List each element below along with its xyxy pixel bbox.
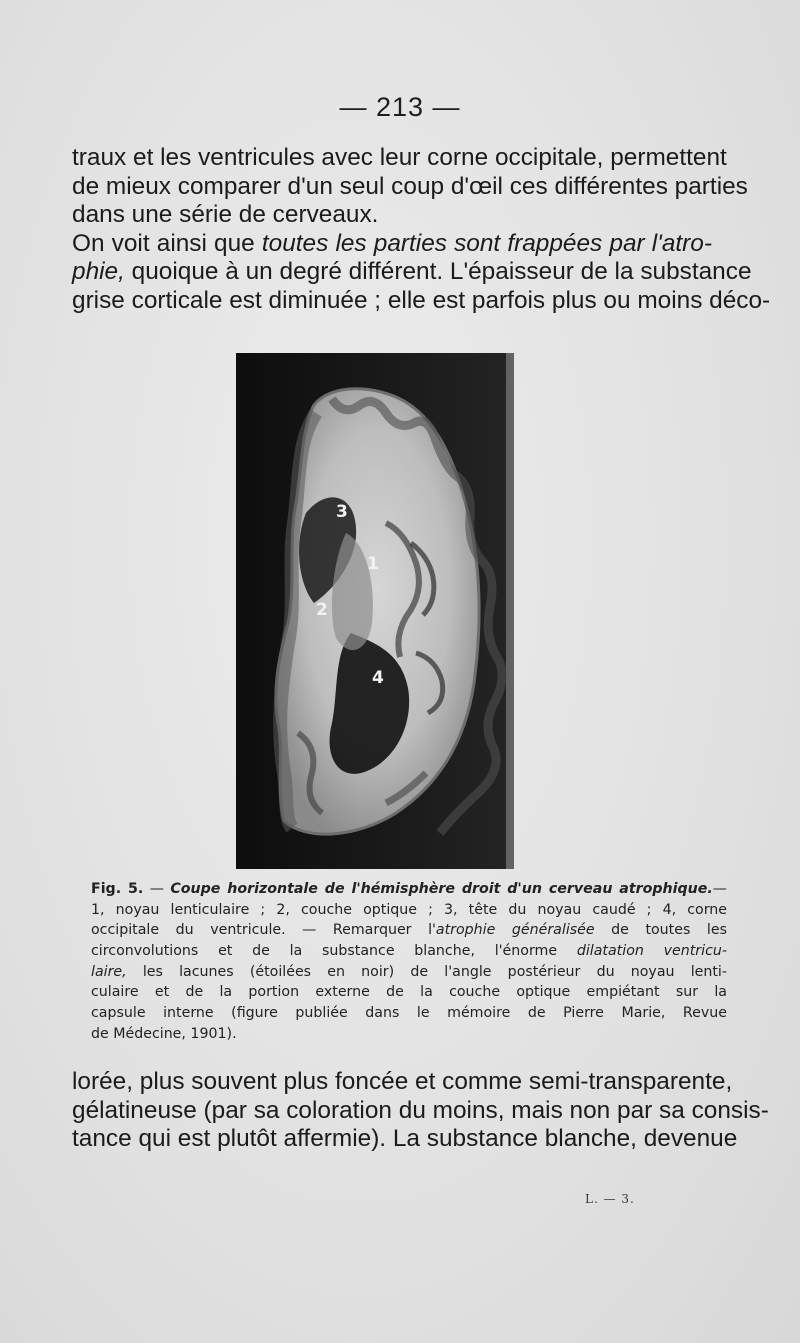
- text-line: tance qui est plutôt affermie). La substance blanche, devenue: [72, 1125, 738, 1153]
- figure-label-4: 4: [372, 668, 384, 688]
- caption-line: [91, 879, 727, 900]
- text-line: traux et les ventricules avec leur corne occipitale, permettent: [72, 144, 727, 171]
- italic-run: toutes les parties sont frappées par l'atro-: [261, 229, 712, 257]
- text-line: lorée, plus souvent plus foncée et comme semi-transparente,: [72, 1068, 733, 1095]
- brain-section-photograph: [236, 353, 514, 869]
- caption-line: 1, noyau lenticulaire ; 2, couche optique ; 3, tête du noyau caudé ; 4, corne: [91, 901, 727, 918]
- text-run: On voit ainsi que: [72, 229, 262, 257]
- figure-caption: [91, 879, 727, 1045]
- signature-mark: L. — 3.: [585, 1192, 635, 1206]
- figure-label-3: 3: [336, 502, 348, 522]
- text-run: circonvolutions et de la substance blanche, l'énorme: [91, 943, 577, 960]
- caption-line: de Médecine, 1901).: [91, 1025, 237, 1042]
- italic-run: laire,: [91, 963, 127, 980]
- caption-dash: —: [143, 881, 171, 897]
- caption-line: [91, 962, 727, 983]
- text-run: quoique à un degré différent. L'épaisseur de la substance: [124, 258, 752, 286]
- caption-line: capsule interne (figure publiée dans le mémoire de Pierre Marie, Revue: [91, 1005, 727, 1022]
- caption-line: [91, 941, 727, 962]
- figure-label-2: 2: [316, 600, 328, 620]
- text-run: de toutes les: [594, 922, 727, 939]
- text-line: de mieux comparer d'un seul coup d'œil ces différentes parties: [72, 172, 748, 200]
- caption-line: culaire et de la portion externe de la couche optique empiétant sur la: [91, 984, 727, 1001]
- italic-run: atrophie généralisée: [435, 922, 595, 939]
- figure-number: Fig. 5.: [91, 881, 144, 897]
- text-line: dans une série de cerveaux.: [72, 201, 379, 229]
- caption-line: [91, 920, 727, 941]
- brain-section-image: [236, 353, 514, 869]
- italic-run: phie,: [72, 258, 125, 286]
- text-line: [72, 258, 752, 287]
- figure-label-1: 1: [367, 554, 379, 574]
- text-line: grise corticale est diminuée ; elle est parfois plus ou moins déco-: [72, 286, 771, 314]
- text-run: les lacunes (étoilées en noir) de l'angle postérieur du noyau lenti-: [126, 963, 727, 980]
- text-run: occipitale du ventricule. — Remarquer l': [91, 922, 436, 939]
- text-line: gélatineuse (par sa coloration du moins, mais non par sa consis-: [72, 1096, 769, 1124]
- bottom-paragraph: [72, 1068, 769, 1154]
- italic-run: dilatation ventricu-: [576, 943, 727, 960]
- page-number: — 213 —: [339, 92, 461, 122]
- top-paragraph: [72, 144, 771, 316]
- caption-title: Coupe horizontale de l'hémisphère droit d'un cerveau atrophique.: [170, 881, 713, 897]
- caption-title-end: —: [712, 881, 727, 897]
- text-line: [72, 230, 712, 259]
